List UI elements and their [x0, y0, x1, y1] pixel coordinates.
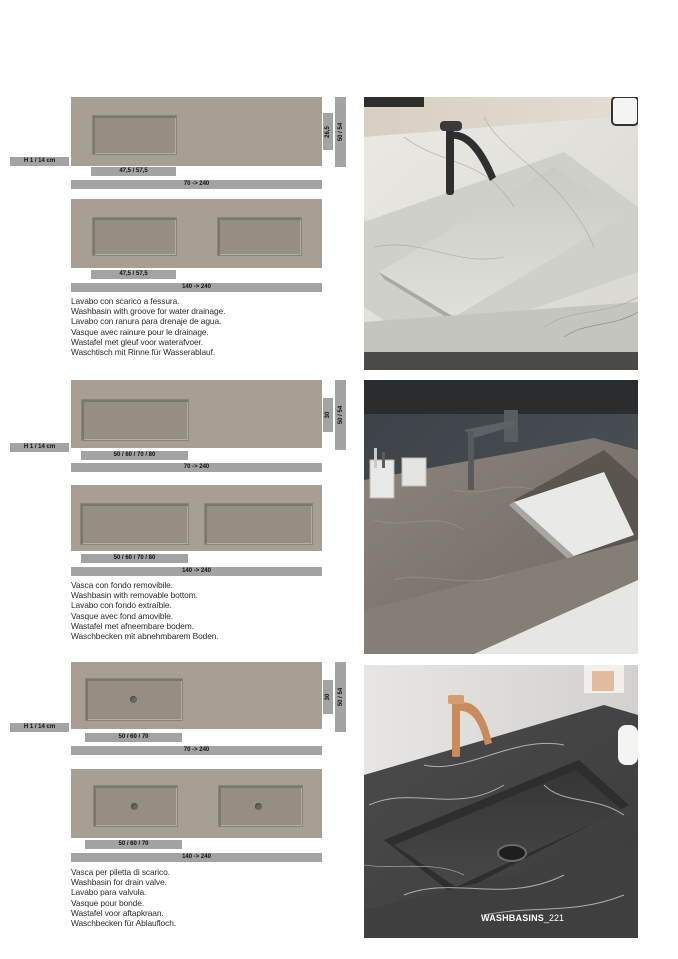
- single-washbasin-drawing: [71, 380, 322, 448]
- depth-dimension: 30: [323, 398, 333, 432]
- height-dimension: H 1 / 14 cm: [10, 443, 69, 452]
- depth-dimension: 30: [323, 680, 333, 714]
- photo-dark-stone-drain-washbasin: [364, 665, 638, 938]
- total-depth-dimension: 50 / 54: [335, 662, 346, 732]
- basin-recess: [92, 217, 177, 256]
- description-text: Vasca per piletta di scarico. Washbasin for drain valve. Lavabo para valvula. Vasque pour bonde. Wastafel voor aftapkraan. Waschbecken für Ablaufloch.: [71, 867, 176, 929]
- basin-recess: [85, 678, 183, 721]
- double-washbasin-drawing: [71, 485, 322, 551]
- basin-width-dimension: 50 / 60 / 70: [85, 840, 182, 849]
- basin-recess: [204, 503, 313, 545]
- photo-stone-removable-bottom-washbasin: [364, 380, 638, 654]
- basin-width-dimension: 50 / 60 / 70: [85, 733, 182, 742]
- photo-marble-groove-washbasin: [364, 97, 638, 370]
- page-footer: [481, 913, 564, 923]
- length-dimension: 140 -> 240: [71, 567, 322, 576]
- length-dimension: 70 -> 240: [71, 463, 322, 472]
- drain-hole: [130, 696, 137, 703]
- length-dimension: 70 -> 240: [71, 746, 322, 755]
- photo-illustration: [364, 380, 638, 654]
- page-number: 221: [549, 913, 565, 923]
- basin-width-dimension: 47,5 / 57,5: [91, 270, 176, 279]
- basin-width-dimension: 47,5 / 57,5: [91, 167, 176, 176]
- drain-hole: [255, 803, 262, 810]
- single-washbasin-drawing: [71, 97, 322, 166]
- depth-dimension: 26,5: [323, 113, 333, 150]
- basin-width-dimension: 50 / 60 / 70 / 80: [81, 451, 188, 460]
- height-dimension: H 1 / 14 cm: [10, 723, 69, 732]
- height-dimension: H 1 / 14 cm: [10, 157, 69, 166]
- photo-illustration: [364, 97, 638, 370]
- footer-section-title: WASHBASINS: [481, 913, 545, 923]
- basin-recess: [92, 115, 177, 155]
- single-washbasin-drawing: [71, 662, 322, 729]
- drain-hole: [131, 803, 138, 810]
- basin-recess: [81, 399, 189, 441]
- basin-recess: [80, 503, 189, 545]
- description-text: Lavabo con scarico a fessura. Washbasin with groove for water drainage. Lavabo con ranura para drenaje de agua. Vasque avec rainure pour le drainage. Wastafel met gleuf voor waterafvoer. Waschtisch mit Rinne für Wasserablauf.: [71, 296, 226, 358]
- basin-width-dimension: 50 / 60 / 70 / 80: [81, 554, 188, 563]
- footer-separator: _: [544, 913, 550, 923]
- total-depth-dimension: 50 / 54: [335, 97, 346, 167]
- total-depth-dimension: 50 / 54: [335, 380, 346, 450]
- double-washbasin-drawing: [71, 769, 322, 838]
- double-washbasin-drawing: [71, 199, 322, 268]
- basin-recess: [93, 785, 178, 827]
- basin-recess: [217, 217, 302, 256]
- length-dimension: 140 -> 240: [71, 853, 322, 862]
- photo-illustration: [364, 665, 638, 938]
- description-text: Vasca con fondo removibile. Washbasin with removable bottom. Lavabo con fondo extraíble. Vasque avec fond amovible. Wastafel met afneembare bodem. Waschbecken mit abnehmbarem Boden.: [71, 580, 219, 642]
- basin-recess: [218, 785, 303, 827]
- length-dimension: 70 -> 240: [71, 180, 322, 189]
- length-dimension: 140 -> 240: [71, 283, 322, 292]
